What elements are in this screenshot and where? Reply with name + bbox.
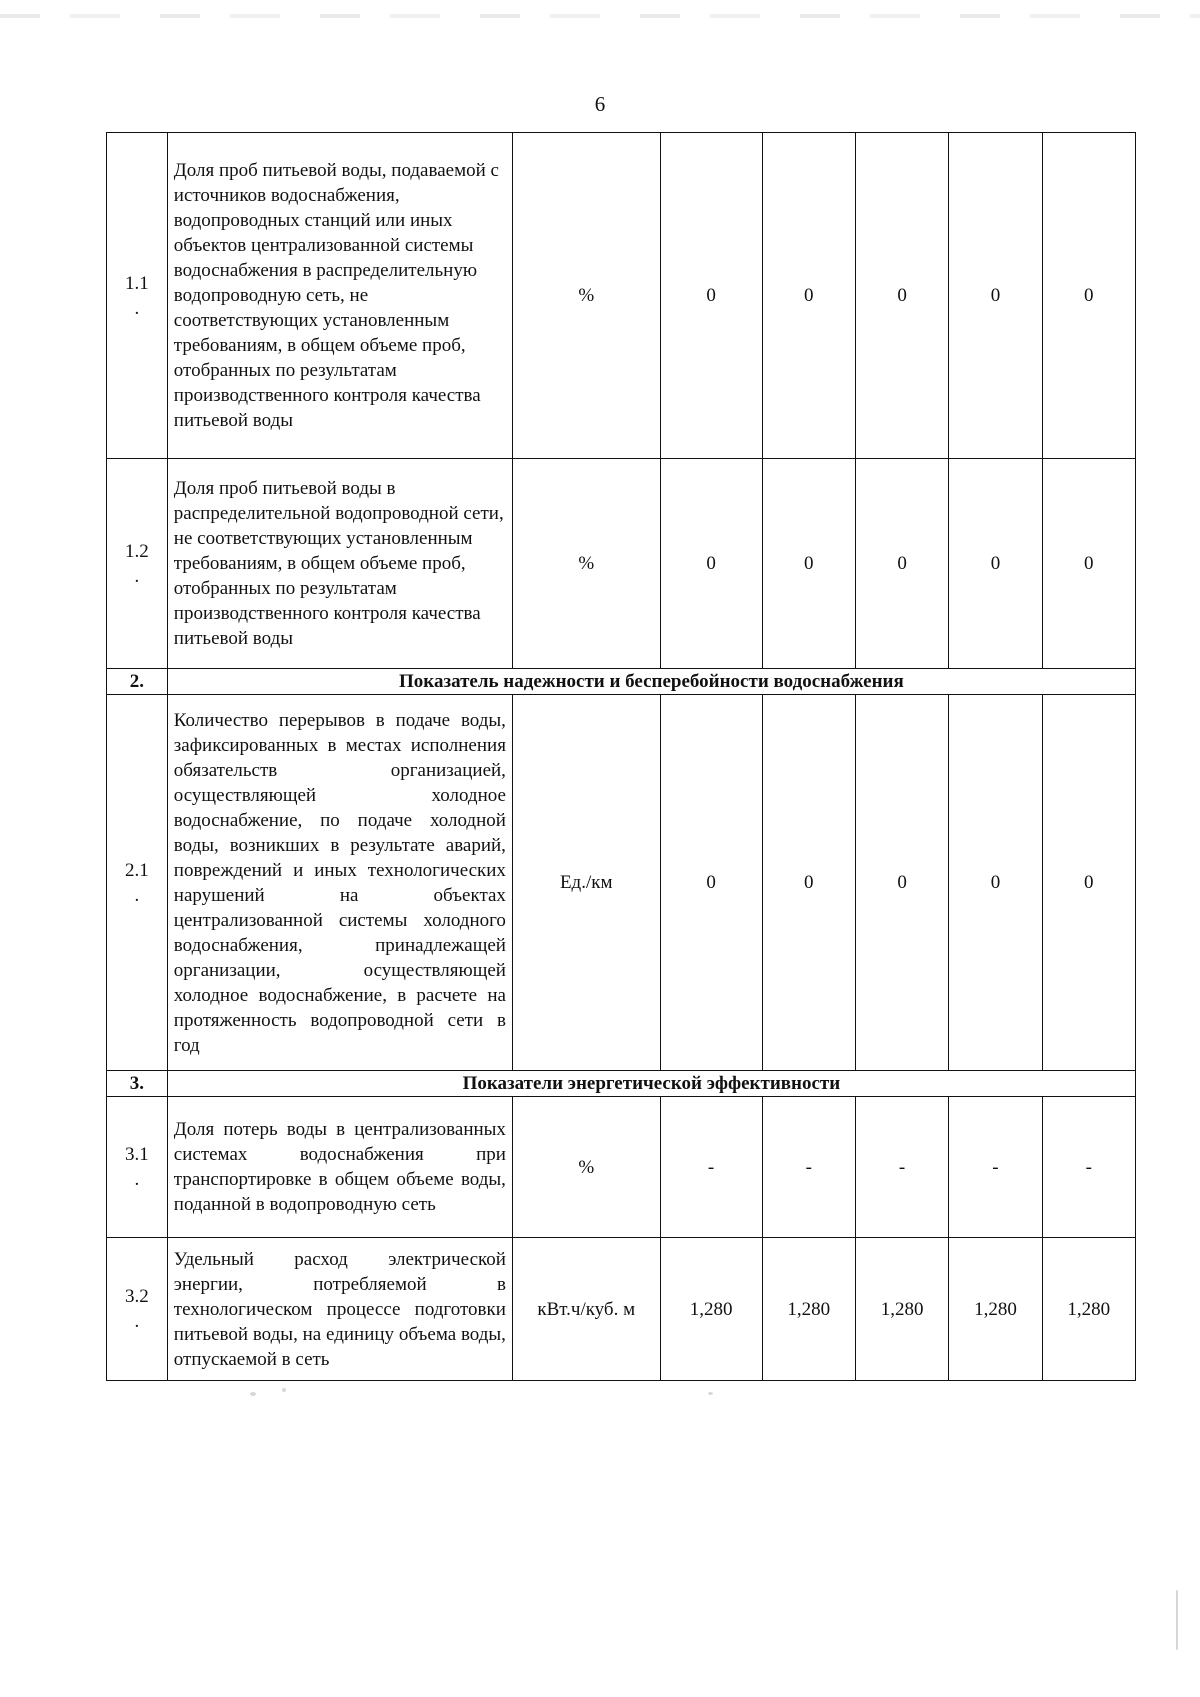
row-number: 2.1 . <box>107 695 168 1071</box>
section-row <box>107 1071 1136 1097</box>
section-number: 2. <box>107 669 168 695</box>
indicator-value: - <box>762 1097 855 1238</box>
row-number: 3.2 . <box>107 1238 168 1381</box>
indicator-value: 0 <box>1042 133 1135 459</box>
indicator-value: - <box>660 1097 762 1238</box>
indicator-value: 0 <box>660 459 762 669</box>
table-row <box>107 1238 1136 1381</box>
indicator-value: 0 <box>1042 695 1135 1071</box>
indicator-value: 0 <box>762 695 855 1071</box>
section-title: Показатель надежности и бесперебойности водоснабжения <box>167 669 1135 695</box>
unit-of-measure: Ед./км <box>512 695 660 1071</box>
unit-of-measure: % <box>512 459 660 669</box>
indicators-table <box>106 132 1136 1381</box>
table-row <box>107 695 1136 1071</box>
indicators-table-body <box>107 133 1136 1381</box>
indicator-value: 0 <box>762 459 855 669</box>
scan-speck <box>250 1392 256 1396</box>
unit-of-measure: % <box>512 1097 660 1238</box>
indicator-value: 0 <box>949 695 1042 1071</box>
indicator-value: 1,280 <box>660 1238 762 1381</box>
indicator-value: 1,280 <box>949 1238 1042 1381</box>
section-title: Показатели энергетической эффективности <box>167 1071 1135 1097</box>
page-number: 6 <box>594 92 606 116</box>
row-number: 1.2 . <box>107 459 168 669</box>
indicator-value: 0 <box>1042 459 1135 669</box>
indicator-description: Количество перерывов в подаче воды, зафиксированных в местах исполнения обязательств организацией, осуществляющей холодное водоснабжение, по подаче холодной воды, возникших в результате аварий, повреждений и иных технологических нарушений на объектах централизованной системы холодного водоснабжения, принадлежащей организации, осуществляющей холодное водоснабжение, в расчете на протяженность водопроводной сети в год <box>167 695 512 1071</box>
indicator-value: 0 <box>762 133 855 459</box>
scan-artifact-strip <box>0 14 1200 18</box>
indicator-value: 0 <box>949 459 1042 669</box>
indicator-value: - <box>949 1097 1042 1238</box>
row-number: 3.1 . <box>107 1097 168 1238</box>
indicator-value: 0 <box>855 459 948 669</box>
table-row <box>107 133 1136 459</box>
indicator-value: - <box>855 1097 948 1238</box>
table-row <box>107 1097 1136 1238</box>
indicator-description: Доля проб питьевой воды в распределительной водопроводной сети, не соответствующих установленным требованиям, в общем объеме проб, отобранных по результатам производственного контроля качества питьевой воды <box>167 459 512 669</box>
indicator-value: 0 <box>949 133 1042 459</box>
table-row <box>107 459 1136 669</box>
unit-of-measure: % <box>512 133 660 459</box>
indicator-value: 1,280 <box>762 1238 855 1381</box>
section-row <box>107 669 1136 695</box>
unit-of-measure: кВт.ч/куб. м <box>512 1238 660 1381</box>
indicator-value: 0 <box>660 695 762 1071</box>
indicator-value: 0 <box>855 695 948 1071</box>
indicator-value: 0 <box>660 133 762 459</box>
indicator-description: Доля потерь воды в централизованных системах водоснабжения при транспортировке в общем объеме воды, поданной в водопроводную сеть <box>167 1097 512 1238</box>
indicator-description: Доля проб питьевой воды, подаваемой с источников водоснабжения, водопроводных станций или иных объектов централизованной системы водоснабжения в распределительную водопроводную сеть, не соответствующих установленным требованиям, в общем объеме проб, отобранных по результатам производственного контроля качества питьевой воды <box>167 133 512 459</box>
section-number: 3. <box>107 1071 168 1097</box>
indicator-value: - <box>1042 1097 1135 1238</box>
scan-speck <box>1176 1590 1178 1650</box>
indicator-value: 0 <box>855 133 948 459</box>
indicator-description: Удельный расход электрической энергии, потребляемой в технологическом процессе подготовки питьевой воды, на единицу объема воды, отпускаемой в сеть <box>167 1238 512 1381</box>
scan-speck <box>708 1392 713 1395</box>
scan-speck <box>282 1388 286 1392</box>
indicator-value: 1,280 <box>855 1238 948 1381</box>
row-number: 1.1 . <box>107 133 168 459</box>
indicator-value: 1,280 <box>1042 1238 1135 1381</box>
